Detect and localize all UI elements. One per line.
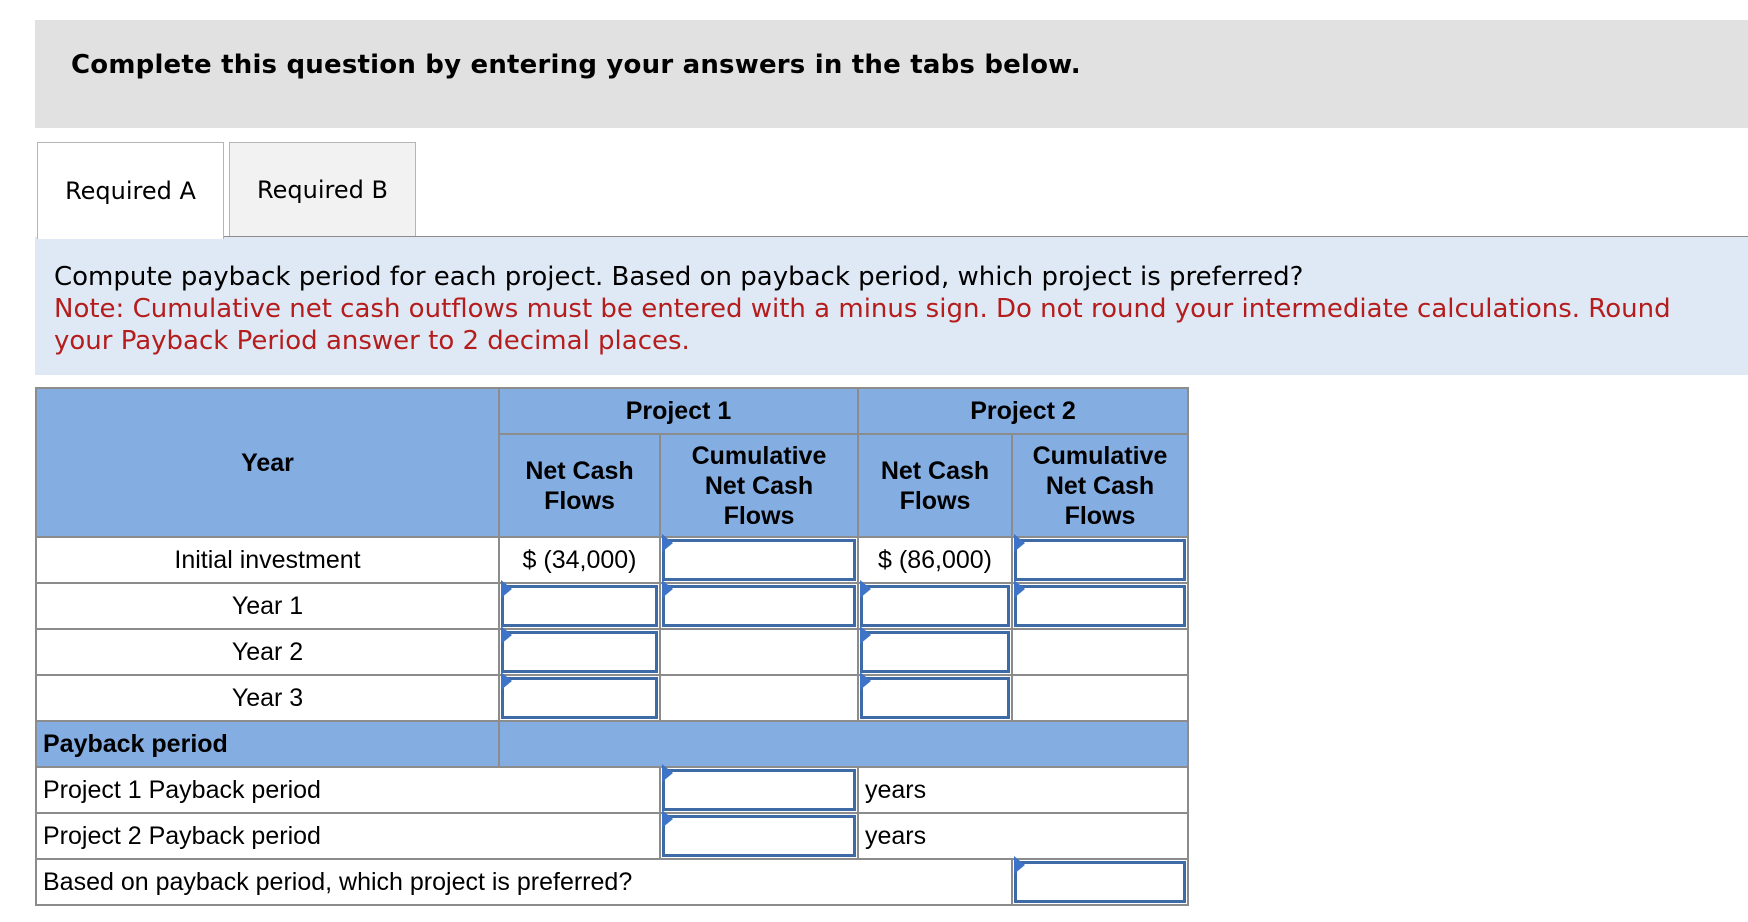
p2-net-cash-flows-header: Net Cash Flows <box>858 434 1012 537</box>
empty-cell <box>660 629 858 675</box>
table-row <box>36 675 1188 721</box>
table-row <box>36 767 1188 813</box>
project2-payback-input[interactable] <box>660 813 858 859</box>
table-row <box>36 859 1188 905</box>
banner-title: Complete this question by entering your answers in the tabs below. <box>71 50 1081 80</box>
input-marker-icon <box>662 810 673 828</box>
project2-header: Project 2 <box>858 388 1188 434</box>
payback-table <box>35 387 1189 906</box>
empty-cell <box>660 675 858 721</box>
question-instructions <box>35 237 1748 375</box>
payback-section-row <box>36 721 1188 767</box>
row-label: Initial investment <box>36 537 499 583</box>
p2-year1-cumulative-input[interactable] <box>1012 583 1188 629</box>
payback-row-label: Project 1 Payback period <box>36 767 660 813</box>
p2-initial-net-cash-flow: $ (86,000) <box>858 537 1012 583</box>
p1-year1-cumulative-input[interactable] <box>660 583 858 629</box>
year-header: Year <box>36 388 499 537</box>
p2-initial-cumulative-input[interactable] <box>1012 537 1188 583</box>
table-row <box>36 813 1188 859</box>
table-row <box>36 583 1188 629</box>
row-label: Year 3 <box>36 675 499 721</box>
p1-initial-net-cash-flow: $ (34,000) <box>499 537 660 583</box>
payback-section-label: Payback period <box>36 721 499 767</box>
input-marker-icon <box>662 580 673 598</box>
p1-year1-net-input[interactable] <box>499 583 660 629</box>
input-marker-icon <box>860 626 871 644</box>
input-marker-icon <box>662 534 673 552</box>
input-marker-icon <box>501 626 512 644</box>
table-row <box>36 629 1188 675</box>
payback-unit: years <box>858 767 1188 813</box>
p1-cumulative-header: Cumulative Net Cash Flows <box>660 434 858 537</box>
p2-year1-net-input[interactable] <box>858 583 1012 629</box>
tab-bar <box>37 142 1748 239</box>
preferred-project-input[interactable] <box>1012 859 1188 905</box>
payback-section-fill <box>499 721 1188 767</box>
row-label: Year 1 <box>36 583 499 629</box>
input-marker-icon <box>501 580 512 598</box>
table-row <box>36 537 1188 583</box>
p2-cumulative-header: Cumulative Net Cash Flows <box>1012 434 1188 537</box>
project1-header: Project 1 <box>499 388 858 434</box>
row-label: Year 2 <box>36 629 499 675</box>
input-marker-icon <box>501 672 512 690</box>
question-text: Compute payback period for each project. Based on payback period, which project is preferred? <box>54 262 1304 292</box>
input-marker-icon <box>860 580 871 598</box>
input-marker-icon <box>662 764 673 782</box>
p1-initial-cumulative-input[interactable] <box>660 537 858 583</box>
payback-unit: years <box>858 813 1188 859</box>
input-marker-icon <box>1014 856 1025 874</box>
preferred-question-label: Based on payback period, which project is preferred? <box>36 859 1012 905</box>
payback-row-label: Project 2 Payback period <box>36 813 660 859</box>
p2-year2-net-input[interactable] <box>858 629 1012 675</box>
p1-year3-net-input[interactable] <box>499 675 660 721</box>
empty-cell <box>1012 675 1188 721</box>
tab-required-a[interactable] <box>37 142 224 239</box>
note-text: Note: Cumulative net cash outflows must be entered with a minus sign. Do not round your intermediate calculations. Round your Payback Period answer to 2 decimal places. <box>54 294 1671 356</box>
instructions-banner <box>35 20 1748 128</box>
input-marker-icon <box>860 672 871 690</box>
tab-label: Required B <box>257 176 388 204</box>
input-marker-icon <box>1014 534 1025 552</box>
project1-payback-input[interactable] <box>660 767 858 813</box>
input-marker-icon <box>1014 580 1025 598</box>
p1-net-cash-flows-header: Net Cash Flows <box>499 434 660 537</box>
empty-cell <box>1012 629 1188 675</box>
tab-required-b[interactable] <box>229 142 416 238</box>
tab-label: Required A <box>65 177 196 205</box>
p1-year2-net-input[interactable] <box>499 629 660 675</box>
p2-year3-net-input[interactable] <box>858 675 1012 721</box>
